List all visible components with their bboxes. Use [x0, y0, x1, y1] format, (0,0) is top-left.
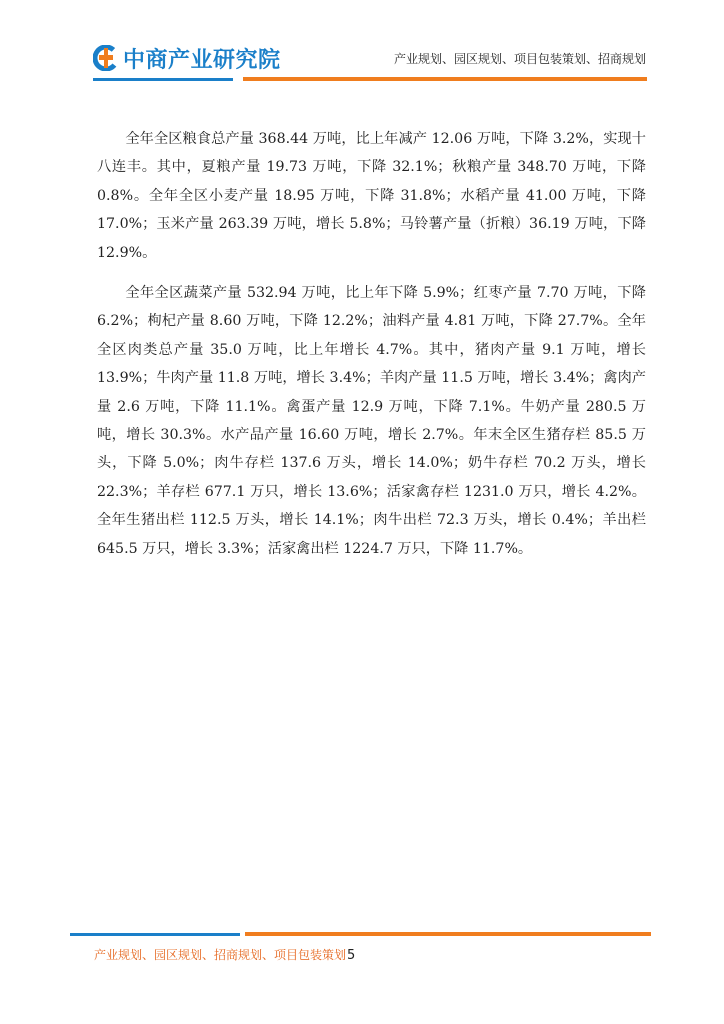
header-tagline: 产业规划、园区规划、项目包装策划、招商规划	[393, 52, 646, 66]
footer-divider-orange	[245, 932, 651, 936]
page-header	[0, 0, 724, 82]
page-number: 5	[347, 948, 356, 963]
logo-mark-icon	[93, 45, 119, 71]
document-body	[97, 125, 646, 575]
header-divider-orange	[243, 77, 647, 81]
paragraph-vegetable-livestock-output: 全年全区蔬菜产量 532.94 万吨，比上年下降 5.9%；红枣产量 7.70 万吨，下降 6.2%；枸杞产量 8.60 万吨，下降 12.2%；油料产量 4.81 万吨，下降 27.7%。全年全区肉类总产量 35.0 万吨，比上年增长 4.7%。其中，猪肉产量 9.1 万吨，增长 13.9%；牛肉产量 11.8 万吨，增长 3.4%；羊肉产量 11.5 万吨，增长 3.4%；禽肉产量 2.6 万吨，下降 11.1%。禽蛋产量 12.9 万吨，下降 7.1%。牛奶产量 280.5 万吨，增长 30.3%。水产品产量 16.60 万吨，增长 2.7%。年末全区生猪存栏 85.5 万头，下降 5.0%；肉牛存栏 137.6 万头，增长 14.0%；奶牛存栏 70.2 万头，增长 22.3%；羊存栏 677.1 万只，增长 13.6%；活家禽存栏 1231.0 万只，增长 4.2%。全年生猪出栏 112.5 万头，增长 14.1%；肉牛出栏 72.3 万头，增长 0.4%；羊出栏 645.5 万只，增长 3.3%；活家禽出栏 1224.7 万只，下降 11.7%。	[97, 285, 646, 557]
paragraph-grain-output: 全年全区粮食总产量 368.44 万吨，比上年减产 12.06 万吨，下降 3.2%，实现十八连丰。其中，夏粮产量 19.73 万吨，下降 32.1%；秋粮产量 348.70 万吨，下降 0.8%。全年全区小麦产量 18.95 万吨，下降 31.8%；水稻产量 41.00 万吨，下降 17.0%；玉米产量 263.39 万吨，增长 5.8%；马铃薯产量（折粮）36.19 万吨，下降 12.9%。	[97, 131, 646, 261]
logo-text: 中商产业研究院	[123, 47, 281, 73]
page-footer	[94, 946, 355, 963]
footer-tagline: 产业规划、园区规划、招商规划、项目包装策划	[94, 948, 347, 962]
header-divider-blue	[93, 78, 233, 81]
footer-divider-blue	[70, 933, 240, 936]
company-logo	[93, 44, 281, 72]
